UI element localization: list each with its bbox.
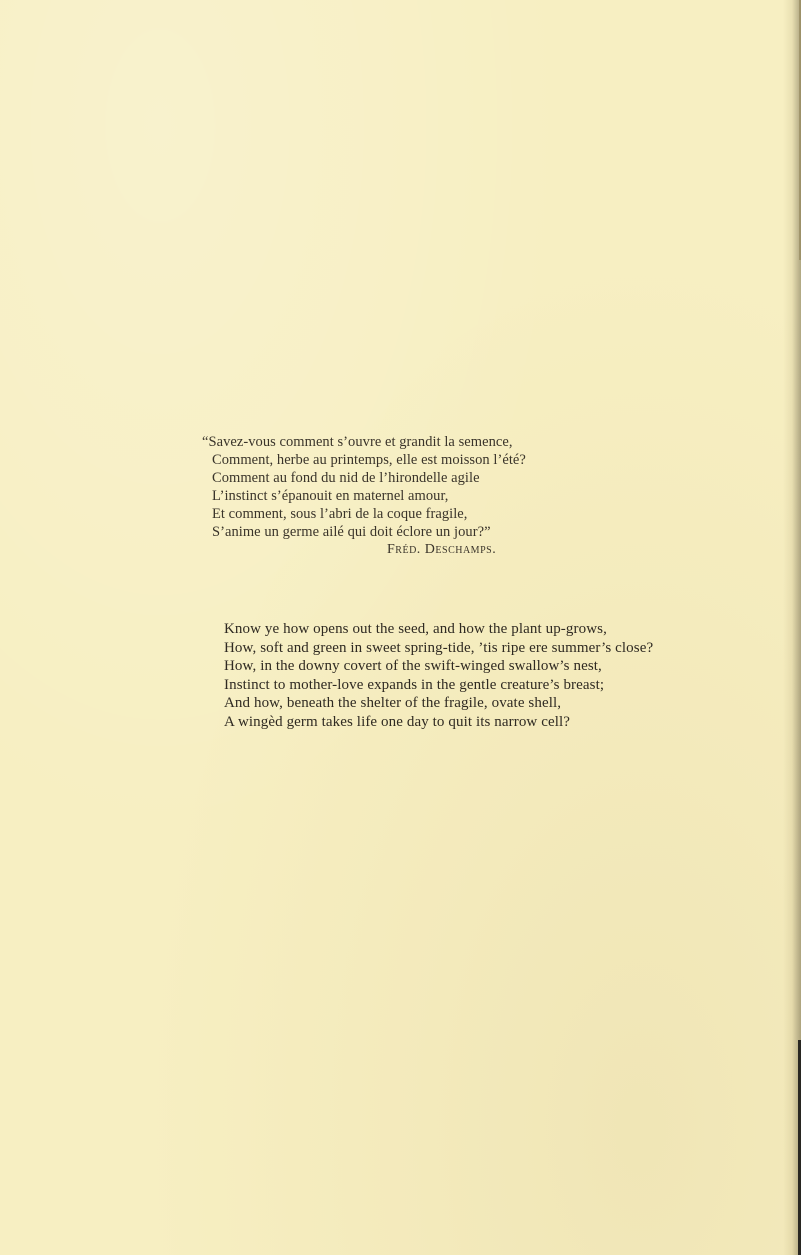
poem-line: S’anime un germe ailé qui doit éclore un jour?” [212, 524, 491, 540]
french-poem [202, 433, 632, 559]
poem-line: How, in the downy covert of the swift-winged swallow’s nest, [224, 658, 602, 674]
poem-line: How, soft and green in sweet spring-tide, ’tis ripe ere summer’s close? [224, 639, 654, 656]
english-poem [224, 620, 724, 731]
poem-line: Know ye how opens out the seed, and how the plant up-grows, [224, 621, 607, 637]
poem-line: L’instinct s’épanouit en maternel amour, [212, 488, 449, 504]
poem-author: Fréd. Deschamps. [387, 542, 497, 557]
poem-line: Comment, herbe au printemps, elle est moisson l’été? [212, 452, 526, 468]
poem-line: A wingèd germ takes life one day to quit its narrow cell? [224, 713, 571, 730]
poem-line: Et comment, sous l’abri de la coque fragile, [212, 506, 468, 522]
poem-line: Instinct to mother-love expands in the gentle creature’s breast; [224, 676, 605, 693]
poem-line: “Savez-vous comment s’ouvre et grandit la semence, [202, 434, 513, 450]
poem-line: And how, beneath the shelter of the fragile, ovate shell, [224, 695, 562, 711]
poem-line: Comment au fond du nid de l’hirondelle agile [212, 470, 480, 486]
